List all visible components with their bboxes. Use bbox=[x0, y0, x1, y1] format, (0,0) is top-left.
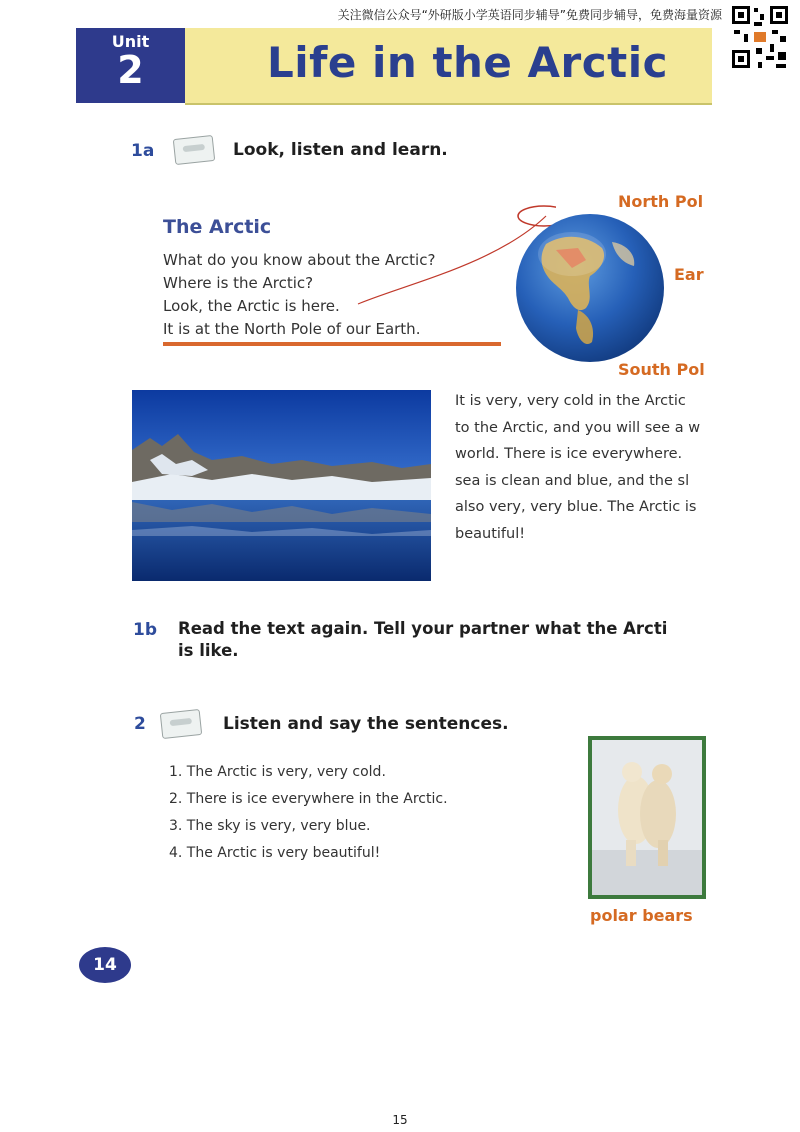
paragraph-line: world. There is ice everywhere. bbox=[455, 446, 683, 462]
polar-bears-photo bbox=[588, 736, 706, 899]
paragraph-line: It is very, very cold in the Arctic bbox=[455, 393, 686, 409]
section-1b-line: is like. bbox=[178, 641, 239, 660]
arctic-line: Where is the Arctic? bbox=[163, 274, 314, 292]
page-title: Life in the Arctic bbox=[267, 38, 669, 87]
list-item: 3. The sky is very, very blue. bbox=[169, 818, 371, 834]
unit-badge bbox=[76, 28, 185, 103]
unit-number: 2 bbox=[117, 48, 144, 92]
polar-bears-caption: polar bears bbox=[590, 906, 693, 925]
unit-label: Unit bbox=[111, 32, 150, 51]
orange-underline bbox=[163, 342, 501, 346]
paragraph-line: sea is clean and blue, and the sl bbox=[455, 472, 690, 489]
earth-label: Ear bbox=[674, 265, 704, 284]
book-page-number: 14 bbox=[79, 947, 131, 983]
list-item: 4. The Arctic is very beautiful! bbox=[169, 845, 381, 861]
section-1a-heading: Look, listen and learn. bbox=[233, 140, 448, 160]
south-pole-label: South Pol bbox=[618, 360, 705, 379]
title-band bbox=[185, 28, 712, 105]
paragraph-line: beautiful! bbox=[455, 525, 526, 542]
arctic-line: Look, the Arctic is here. bbox=[163, 297, 340, 315]
sentence-list bbox=[169, 759, 448, 867]
arctic-paragraph bbox=[455, 388, 700, 547]
cassette-icon bbox=[173, 135, 215, 165]
paragraph-line: also very, very blue. The Arctic is bbox=[455, 499, 697, 515]
list-item: 1. The Arctic is very, very cold. bbox=[169, 764, 386, 780]
arctic-line: What do you know about the Arctic? bbox=[163, 251, 436, 269]
section-1b-number: 1b bbox=[133, 620, 157, 640]
list-item: 2. There is ice everywhere in the Arctic. bbox=[169, 791, 448, 807]
footer-page-number: 15 bbox=[392, 1113, 408, 1127]
qr-code-icon bbox=[730, 4, 790, 70]
earth-globe-image bbox=[516, 214, 664, 362]
cassette-icon bbox=[160, 709, 202, 739]
arctic-heading: The Arctic bbox=[163, 216, 272, 238]
arctic-line: It is at the North Pole of our Earth. bbox=[163, 320, 421, 338]
arctic-landscape-photo bbox=[132, 390, 431, 581]
section-1b-line: Read the text again. Tell your partner what the Arcti bbox=[178, 619, 668, 638]
paragraph-line: to the Arctic, and you will see a w bbox=[455, 419, 701, 436]
section-2-heading: Listen and say the sentences. bbox=[223, 714, 509, 734]
textbook-page bbox=[76, 28, 712, 988]
north-pole-label: North Pol bbox=[618, 192, 704, 211]
section-1a-number: 1a bbox=[131, 141, 155, 161]
section-1b-instruction bbox=[178, 618, 667, 662]
header-note: 关注微信公众号“外研版小学英语同步辅导”免费同步辅导，免费海量资源 bbox=[337, 8, 722, 22]
section-2-number: 2 bbox=[134, 714, 146, 734]
